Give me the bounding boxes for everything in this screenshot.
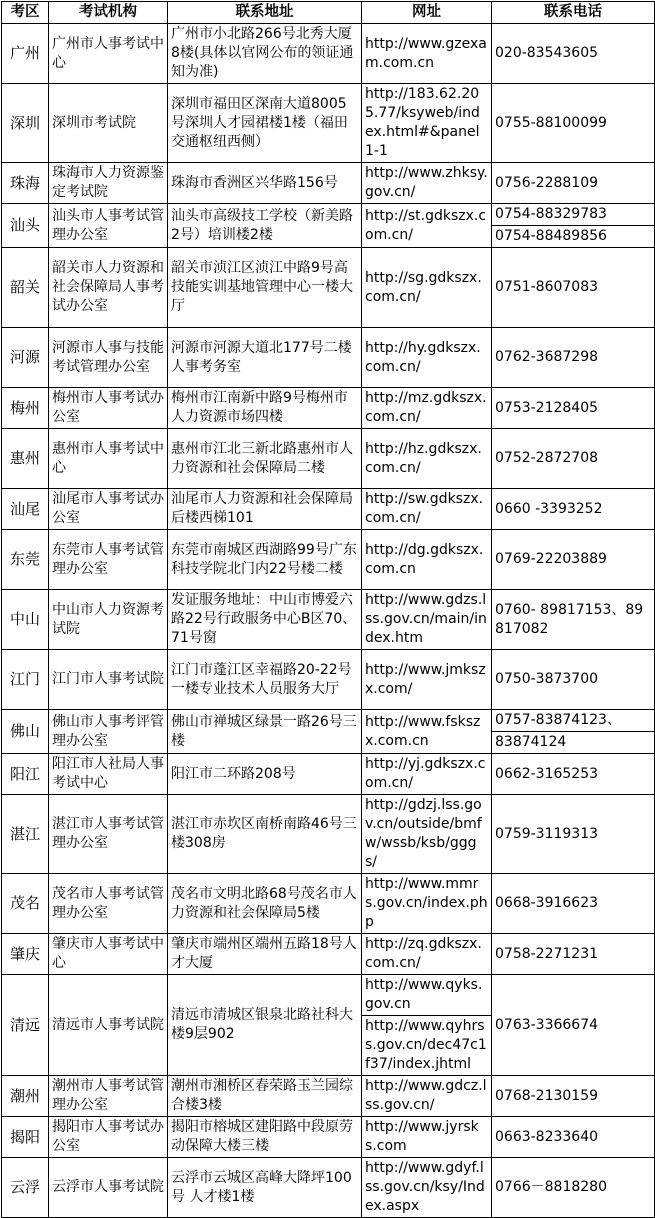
table-row: [2, 204, 655, 248]
table-row: [2, 1158, 655, 1218]
website-cell: [362, 204, 492, 248]
address-cell: 河源市河源大道北177号二楼人事考务室: [168, 328, 362, 388]
website-cell: [362, 1076, 492, 1117]
org-cell: 深圳市考试院: [49, 84, 168, 163]
phone-cell: [492, 388, 655, 429]
website-link[interactable]: http://hz.gdkszx.com.cn/: [365, 440, 482, 476]
phone-number: 020-83543605: [495, 45, 599, 61]
phone-number: 0758-2271231: [495, 945, 599, 962]
region-cell: 河源: [2, 328, 49, 388]
phone-cell: [492, 1158, 655, 1218]
website-cell: [362, 754, 492, 795]
header-website: 网址: [362, 2, 492, 24]
phone-number: 0754-88329783: [495, 206, 607, 222]
address-cell: 潮州市湘桥区春荣路玉兰园综合楼3楼: [168, 1076, 362, 1117]
table-row: [2, 710, 655, 754]
phone-cell: [492, 429, 655, 489]
table-row: [2, 24, 655, 84]
phone-cell: [492, 24, 655, 84]
phone-number: 0757-83874123、: [495, 712, 621, 728]
phone-cell: [492, 710, 655, 754]
phone-cell: [492, 650, 655, 710]
region-cell: 汕尾: [2, 489, 49, 530]
org-cell: 惠州市人事考试中心: [49, 429, 168, 489]
website-link[interactable]: http://www.zhksy.gov.cn/: [365, 165, 488, 200]
phone-number: 0768-2130159: [495, 1087, 599, 1104]
phone-cell: [492, 489, 655, 530]
website-link[interactable]: http://zq.gdkszx.com.cn/: [365, 936, 482, 971]
phone-cell: [492, 530, 655, 590]
phone-number: 0763-3366674: [495, 1016, 599, 1033]
phone-number: 0762-3687298: [495, 349, 599, 365]
org-cell: 肇庆市人事考试中心: [49, 934, 168, 975]
website-cell: [362, 248, 492, 328]
website-link[interactable]: http://183.62.205.77/ksyweb/index.html#&panel1-1: [365, 86, 480, 159]
org-cell: 东莞市人事考试管理办公室: [49, 530, 168, 590]
phone-cell: [492, 328, 655, 388]
address-cell: 东莞市南城区西湖路99号广东科技学院北门内22号楼二楼: [168, 530, 362, 590]
phone-number: 0752-2872708: [495, 450, 599, 466]
website-link[interactable]: http://yj.gdkszx.com.cn/: [365, 756, 486, 791]
region-cell: 云浮: [2, 1158, 49, 1218]
region-cell: 汕头: [2, 204, 49, 248]
website-cell: [362, 429, 492, 489]
address-cell: 茂名市文明北路68号茂名市人力资源和社会保障局5楼: [168, 874, 362, 934]
table-row: [2, 650, 655, 710]
address-cell: 阳江市二环路208号: [168, 754, 362, 795]
org-cell: 汕头市人事考试管理办公室: [49, 204, 168, 248]
phone-number: 0766－8818280: [495, 1179, 607, 1195]
org-cell: 中山市人力资源考试院: [49, 590, 168, 650]
phone-cell: [492, 204, 655, 248]
phone-cell: [492, 754, 655, 795]
table-row: [2, 795, 655, 874]
website-cell: [362, 590, 492, 650]
address-cell: 惠州市江北三新北路惠州市人力资源和社会保障局二楼: [168, 429, 362, 489]
phone-cell: [492, 934, 655, 975]
region-cell: 清远: [2, 975, 49, 1076]
region-cell: 佛山: [2, 710, 49, 754]
address-cell: 汕头市高级技工学校（新美路2号）培训楼2楼: [168, 204, 362, 248]
table-row: [2, 489, 655, 530]
address-cell: 揭阳市榕城区建阳路中段原劳动保障大楼三楼: [168, 1117, 362, 1158]
org-cell: 湛江市人事考试管理办公室: [49, 795, 168, 874]
website-link[interactable]: http://sg.gdkszx.com.cn/: [365, 269, 482, 305]
phone-number: 0756-2288109: [495, 174, 599, 191]
table-body: [2, 24, 655, 1218]
phone-number: 83874124: [492, 731, 654, 753]
website-link[interactable]: http://www.mmrs.gov.cn/index.php: [365, 876, 488, 930]
region-cell: 惠州: [2, 429, 49, 489]
website-cell: [362, 975, 492, 1076]
phone-number: 0760- 89817153、89817082: [495, 601, 644, 637]
phone-cell: [492, 163, 655, 204]
website-link[interactable]: http://hy.gdkszx.com.cn/: [365, 339, 481, 375]
address-cell: 珠海市香洲区兴华路156号: [168, 163, 362, 204]
table-row: [2, 590, 655, 650]
header-org: 考试机构: [49, 2, 168, 24]
website-link[interactable]: http://www.gzexam.com.cn: [365, 35, 487, 71]
website-link[interactable]: http://st.gdkszx.com.cn/: [365, 207, 487, 243]
website-cell: [362, 530, 492, 590]
website-link[interactable]: http://www.gdzs.lss.gov.cn/main/index.htm: [365, 592, 487, 646]
org-cell: 江门市人事考试院: [49, 650, 168, 710]
org-cell: 梅州市人事考试办公室: [49, 388, 168, 429]
phone-cell: [492, 84, 655, 163]
phone-cell: [492, 975, 655, 1076]
table-row: [2, 84, 655, 163]
phone-number: 0660 -3393252: [495, 500, 603, 517]
website-link[interactable]: http://www.qyhrss.gov.cn/dec47c1f37/index.jhtml: [362, 1015, 491, 1075]
region-cell: 江门: [2, 650, 49, 710]
website-link[interactable]: http://www.qyks.gov.cn: [365, 977, 483, 1012]
org-cell: 阳江市人社局人事考试中心: [49, 754, 168, 795]
website-cell: [362, 795, 492, 874]
region-cell: 深圳: [2, 84, 49, 163]
org-cell: 珠海市人力资源鉴定考试院: [49, 163, 168, 204]
phone-number: 0751-8607083: [495, 279, 599, 295]
website-link[interactable]: http://sw.gdkszx.com.cn/: [365, 491, 484, 526]
phone-number: 0750-3873700: [495, 671, 599, 687]
region-cell: 广州: [2, 24, 49, 84]
org-cell: 揭阳市人事考试办公室: [49, 1117, 168, 1158]
phone-number: 0759-3119313: [495, 825, 599, 842]
address-cell: 广州市小北路266号北秀大厦8楼(具体以官网公布的领证通知为准): [168, 24, 362, 84]
phone-number: 0769-22203889: [495, 551, 607, 567]
website-link[interactable]: http://www.fsksz x.com.cn: [365, 713, 481, 749]
phone-number: 0662-3165253: [495, 765, 599, 782]
table-row: [2, 754, 655, 795]
org-cell: 汕尾市人事考试办公室: [49, 489, 168, 530]
table-row: [2, 1117, 655, 1158]
region-cell: 梅州: [2, 388, 49, 429]
website-cell: [362, 650, 492, 710]
region-cell: 阳江: [2, 754, 49, 795]
region-cell: 茂名: [2, 874, 49, 934]
phone-cell: [492, 874, 655, 934]
address-cell: 清远市清城区银泉北路社科大楼9层902: [168, 975, 362, 1076]
table-row: [2, 1076, 655, 1117]
region-cell: 潮州: [2, 1076, 49, 1117]
table-row: [2, 248, 655, 328]
phone-cell: [492, 1076, 655, 1117]
address-cell: 江门市蓬江区幸福路20-22号一楼专业技术人员服务大厅: [168, 650, 362, 710]
website-link[interactable]: http://mz.gdkszx.com.cn/: [365, 390, 487, 425]
website-cell: [362, 24, 492, 84]
table-row: [2, 934, 655, 975]
website-link[interactable]: http://www.jyrsks.com: [365, 1119, 479, 1154]
header-region: 考区: [2, 2, 49, 24]
table-row: [2, 163, 655, 204]
phone-number: 0663-8233640: [495, 1128, 599, 1145]
org-cell: 茂名市人事考试管理办公室: [49, 874, 168, 934]
phone-cell: [492, 590, 655, 650]
website-cell: [362, 1117, 492, 1158]
table-row: [2, 328, 655, 388]
address-cell: 梅州市江南新中路9号梅州市人力资源市场四楼: [168, 388, 362, 429]
header-phone: 联系电话: [492, 2, 655, 24]
region-cell: 韶关: [2, 248, 49, 328]
org-cell: 河源市人事与技能考试管理办公室: [49, 328, 168, 388]
address-cell: 佛山市禅城区绿景一路26号三楼: [168, 710, 362, 754]
website-cell: [362, 710, 492, 754]
website-cell: [362, 388, 492, 429]
org-cell: 云浮市人事考试院: [49, 1158, 168, 1218]
region-cell: 揭阳: [2, 1117, 49, 1158]
phone-number: 0753-2128405: [495, 399, 599, 416]
table-row: [2, 388, 655, 429]
org-cell: 韶关市人力资源和社会保障局人事考试办公室: [49, 248, 168, 328]
website-link[interactable]: http://dg.gdkszx.com.cn: [365, 541, 484, 577]
phone-number: 0755-88100099: [495, 114, 607, 131]
table-row: [2, 429, 655, 489]
address-cell: 肇庆市端州区端州五路18号人才大厦: [168, 934, 362, 975]
region-cell: 湛江: [2, 795, 49, 874]
website-cell: [362, 84, 492, 163]
table-row: [2, 874, 655, 934]
website-cell: [362, 328, 492, 388]
website-link[interactable]: http://www.jmkszx.com/: [365, 661, 486, 697]
website-cell: [362, 874, 492, 934]
header-address: 联系地址: [168, 2, 362, 24]
region-cell: 东莞: [2, 530, 49, 590]
phone-cell: [492, 248, 655, 328]
region-cell: 中山: [2, 590, 49, 650]
website-cell: [362, 934, 492, 975]
exam-agency-contact-table: [1, 1, 655, 1218]
org-cell: 佛山市人事考评管理办公室: [49, 710, 168, 754]
address-cell: 云浮市云城区高峰大降坪100号 人才楼1楼: [168, 1158, 362, 1218]
org-cell: 清远市人事考试院: [49, 975, 168, 1076]
phone-number: 0754-88489856: [492, 225, 654, 247]
address-cell: 发证服务地址：中山市博爱六路22号行政服务中心B区70、71号窗: [168, 590, 362, 650]
phone-cell: [492, 795, 655, 874]
table-header-row: [2, 2, 655, 24]
address-cell: 深圳市福田区深南大道8005号深圳人才园裙楼1楼（福田交通枢纽西侧）: [168, 84, 362, 163]
table-row: [2, 530, 655, 590]
address-cell: 汕尾市人力资源和社会保障局后楼西梯101: [168, 489, 362, 530]
address-cell: 湛江市赤坎区南桥南路46号三楼308房: [168, 795, 362, 874]
region-cell: 肇庆: [2, 934, 49, 975]
website-link[interactable]: http://www.gdyf.lss.gov.cn/ksy/Index.aspx: [365, 1160, 485, 1214]
address-cell: 韶关市浈江区浈江中路9号高技能实训基地管理中心一楼大厅: [168, 248, 362, 328]
website-cell: [362, 489, 492, 530]
phone-cell: [492, 1117, 655, 1158]
website-cell: [362, 163, 492, 204]
phone-number: 0668-3916623: [495, 895, 599, 911]
table-row: [2, 975, 655, 1076]
website-link[interactable]: http://gdzj.lss.gov.cn/outside/bmfw/wssb/ksb/gggs/: [365, 797, 482, 870]
website-cell: [362, 1158, 492, 1218]
org-cell: 广州市人事考试中心: [49, 24, 168, 84]
website-link[interactable]: http://www.gdcz.lss.gov.cn/: [365, 1078, 487, 1113]
org-cell: 潮州市人事考试管理办公室: [49, 1076, 168, 1117]
region-cell: 珠海: [2, 163, 49, 204]
